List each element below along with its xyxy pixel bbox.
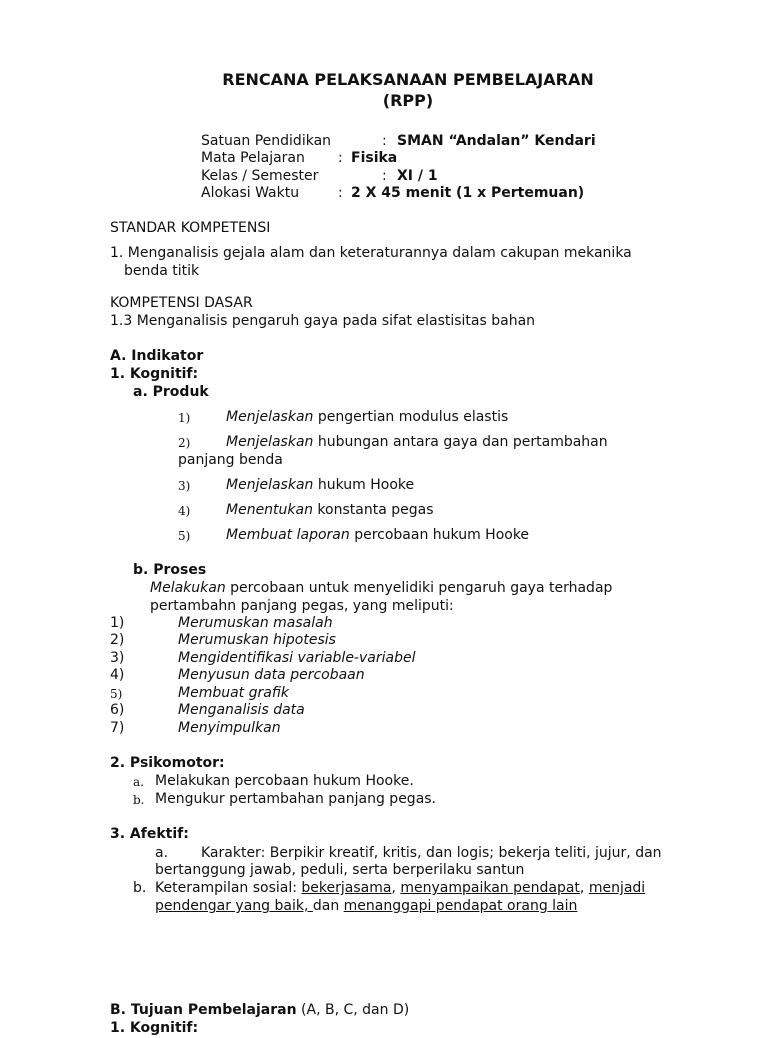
list-item: Karakter: Berpikir kreatif, kritis, dan logis; bekerja teliti, jujur, dan — [201, 845, 662, 861]
standar-item: 1. Menganalisis gejala alam dan keteraturannya dalam cakupan mekanika — [110, 245, 632, 261]
indikator-heading: A. Indikator — [110, 348, 204, 364]
identity-sep: : — [338, 185, 343, 201]
identity-label: Kelas / Semester — [201, 168, 319, 184]
list-item-cont: bertanggung jawab, peduli, serta berperilaku santun — [155, 862, 525, 878]
list-item: Menyusun data percobaan — [178, 667, 365, 683]
list-number: 2) — [110, 632, 125, 648]
separator: , — [579, 880, 589, 896]
identity-value: 2 X 45 menit (1 x Pertemuan) — [351, 185, 585, 201]
underlined-term: pendengar yang baik, — [155, 898, 313, 914]
list-item — [226, 409, 508, 427]
list-item-text: konstanta pegas — [312, 502, 434, 518]
identity-value: Fisika — [351, 150, 398, 166]
underlined-term: bekerjasama — [301, 880, 392, 896]
list-item: Menganalisis data — [178, 702, 305, 718]
tujuan-kognitif-heading: 1. Kognitif: — [110, 1020, 199, 1036]
identity-sep: : — [382, 168, 387, 184]
proses-intro-verb: Melakukan — [150, 580, 226, 596]
list-number: 3) — [178, 479, 191, 493]
identity-sep: : — [382, 133, 387, 149]
list-item-text: dan — [312, 898, 344, 914]
proses-intro — [150, 580, 612, 598]
list-number: 7) — [110, 720, 125, 736]
dasar-heading: KOMPETENSI DASAR — [110, 295, 253, 311]
standar-heading: STANDAR KOMPETENSI — [110, 220, 271, 236]
afektif-heading: 3. Afektif: — [110, 826, 189, 842]
list-number: 1) — [178, 411, 191, 425]
list-item — [226, 434, 608, 452]
list-item: Menyimpulkan — [178, 720, 281, 736]
underlined-term: menjadi — [588, 880, 646, 896]
list-number: 5) — [178, 529, 191, 543]
list-item-verb: Menjelaskan — [226, 409, 314, 425]
list-number: b. — [133, 880, 147, 896]
list-number: a. — [133, 775, 144, 789]
list-item-cont: panjang benda — [178, 452, 283, 468]
doc-subtitle: (RPP) — [382, 91, 434, 110]
list-item — [226, 527, 529, 545]
list-item-text: pengertian modulus elastis — [313, 409, 509, 425]
identity-value: XI / 1 — [397, 168, 438, 184]
list-item: Merumuskan hipotesis — [178, 632, 336, 648]
list-item: Mengukur pertambahan panjang pegas. — [155, 791, 437, 807]
list-item — [226, 477, 414, 495]
list-number: 4) — [178, 504, 191, 518]
list-item: Membuat grafik — [178, 685, 289, 701]
tujuan-title: B. Tujuan Pembelajaran — [110, 1002, 297, 1018]
list-item-cont — [155, 898, 577, 916]
list-number: 2) — [178, 436, 191, 450]
list-number: 3) — [110, 650, 125, 666]
underlined-term: menyampaikan pendapat — [400, 880, 580, 896]
produk-heading: a. Produk — [133, 384, 209, 400]
identity-label: Satuan Pendidikan — [201, 133, 332, 149]
list-number: b. — [133, 793, 145, 807]
list-item — [155, 880, 645, 898]
list-item-text: Keterampilan sosial: — [155, 880, 302, 896]
proses-heading: b. Proses — [133, 562, 207, 578]
underlined-term: menanggapi pendapat orang lain — [343, 898, 578, 914]
list-number: 5) — [110, 687, 123, 701]
list-item — [226, 502, 434, 520]
list-item: Merumuskan masalah — [178, 615, 333, 631]
list-item-text: hukum Hooke — [313, 477, 415, 493]
list-number: 6) — [110, 702, 125, 718]
identity-label: Mata Pelajaran — [201, 150, 305, 166]
identity-label: Alokasi Waktu — [201, 185, 300, 201]
list-item-text: hubungan antara gaya dan pertambahan — [313, 434, 608, 450]
list-number: a. — [155, 845, 169, 861]
list-item: Mengidentifikasi variable-variabel — [178, 650, 416, 666]
list-item-verb: Membuat laporan — [226, 527, 350, 543]
list-number: 4) — [110, 667, 125, 683]
list-item: Melakukan percobaan hukum Hooke. — [155, 773, 414, 789]
list-item-verb: Menjelaskan — [226, 477, 314, 493]
tujuan-heading — [110, 1002, 409, 1020]
psikomotor-heading: 2. Psikomotor: — [110, 755, 225, 771]
list-number: 1) — [110, 615, 125, 631]
proses-intro-text: percobaan untuk menyelidiki pengaruh gaya terhadap — [225, 580, 613, 596]
dasar-item: 1.3 Menganalisis pengaruh gaya pada sifat elastisitas bahan — [110, 313, 536, 329]
doc-title: RENCANA PELAKSANAAN PEMBELAJARAN — [222, 70, 594, 89]
standar-item-cont: benda titik — [124, 263, 200, 279]
proses-intro-cont: pertambahn panjang pegas, yang meliputi: — [150, 598, 454, 614]
identity-sep: : — [338, 150, 343, 166]
list-item-verb: Menentukan — [226, 502, 313, 518]
kognitif-heading: 1. Kognitif: — [110, 366, 199, 382]
tujuan-suffix: (A, B, C, dan D) — [296, 1002, 410, 1018]
list-item-verb: Menjelaskan — [226, 434, 314, 450]
identity-value: SMAN “Andalan” Kendari — [397, 133, 596, 149]
list-item-text: percobaan hukum Hooke — [349, 527, 530, 543]
separator: , — [391, 880, 401, 896]
